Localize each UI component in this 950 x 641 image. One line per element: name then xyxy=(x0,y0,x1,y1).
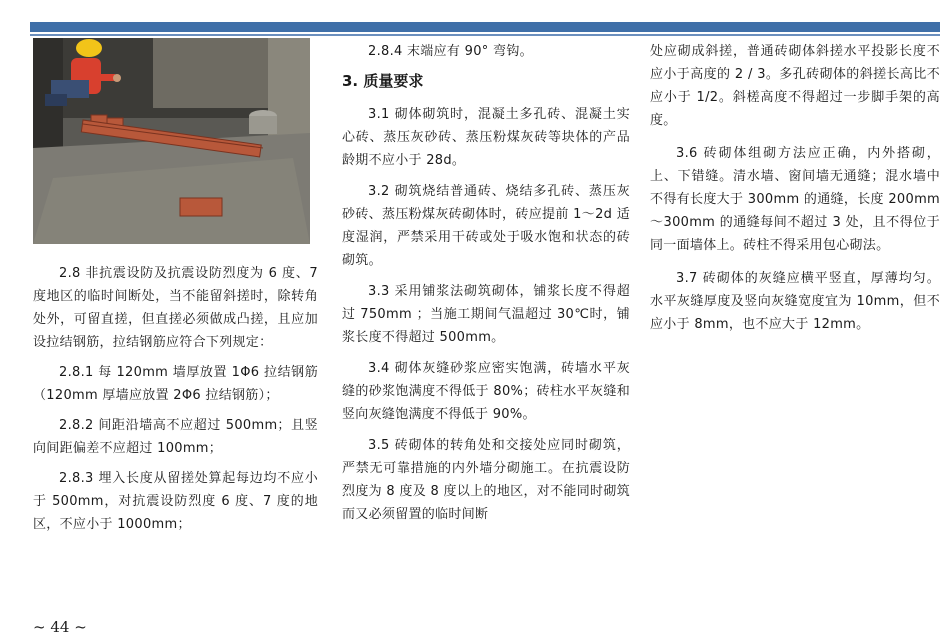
paragraph-2-8: 2.8 非抗震设防及抗震设防烈度为 6 度、7 度地区的临时间断处，当不能留斜搓时，除转角处外，可留直搓，但直搓必须做成凸搓，且应加设拉结钢筋，拉结钢筋应符合下列规定： xyxy=(33,266,318,350)
paragraph-2-8-3: 2.8.3 埋入长度从留搓处算起每边均不应小于 500mm，对抗震设防烈度 6 度、7 度的地区，不应小于 1000mm； xyxy=(33,471,318,532)
paragraph-3-5: 3.5 砖砌体的转角处和交接处应同时砌筑，严禁无可靠措施的内外墙分砌施工。在抗震设防烈度为 8 度及 8 度以上的地区，对不能同时砌筑而又必须留置的临时间断 xyxy=(342,438,630,522)
column-left xyxy=(33,262,318,543)
paragraph-2-8-2: 2.8.2 间距沿墙高不应超过 500mm；且竖向间距偏差不应超过 100mm； xyxy=(33,418,318,456)
column-middle xyxy=(342,40,630,534)
paragraph-3-4: 3.4 砌体灰缝砂浆应密实饱满，砖墙水平灰缝的砂浆饱满度不得低于 80%；砖柱水平灰缝和竖向灰缝饱满度不得低于 90%。 xyxy=(342,361,630,422)
construction-photo xyxy=(33,38,310,244)
page-number: ~ 44 ~ xyxy=(33,618,87,636)
paragraph-3-6: 3.6 砖砌体组砌方法应正确，内外搭砌，上、下错缝。清水墙、窗间墙无通缝；混水墙中不得有长度大于 300mm 的通缝，长度 200mm～300mm 的通缝每间不超过 3 处，且不得位于同一面墙体上。砖柱不得采用包心砌法。 xyxy=(650,146,940,253)
paragraph-2-8-1: 2.8.1 每 120mm 墙厚放置 1Φ6 拉结钢筋（120mm 厚墙应放置 2Φ6 拉结钢筋）； xyxy=(33,365,318,403)
paragraph-3-5-cont: 处应砌成斜搓，普通砖砌体斜搓水平投影长度不应小于高度的 2 / 3。多孔砖砌体的斜搓长高比不应小于 1/2。斜槎高度不得超过一步脚手架的高度。 xyxy=(650,44,940,128)
paragraph-2-8-4: 2.8.4 末端应有 90° 弯钩。 xyxy=(368,44,533,59)
paragraph-3-7: 3.7 砖砌体的灰缝应横平竖直，厚薄均匀。水平灰缝厚度及竖向灰缝宽度宜为 10mm，但不应小于 8mm，也不应大于 12mm。 xyxy=(650,271,940,332)
paragraph-3-3: 3.3 采用铺浆法砌筑砌体，铺浆长度不得超过 750mm ；当施工期间气温超过 30℃时，铺浆长度不得超过 500mm。 xyxy=(342,284,630,345)
paragraph-3-2: 3.2 砌筑烧结普通砖、烧结多孔砖、蒸压灰砂砖、蒸压粉煤灰砖砌体时，砖应提前 1～2d 适度湿润，严禁采用干砖或处于吸水饱和状态的砖砌筑。 xyxy=(342,184,630,268)
header-bar xyxy=(30,22,940,32)
paragraph-3-1: 3.1 砌体砌筑时，混凝土多孔砖、混凝土实心砖、蒸压灰砂砖、蒸压粉煤灰砖等块体的产品龄期不应小于 28d。 xyxy=(342,107,630,168)
brick-sample xyxy=(180,198,222,216)
section-heading-quality: 3. 质量要求 xyxy=(342,72,424,90)
column-right xyxy=(650,40,940,346)
header-rule xyxy=(30,34,940,36)
